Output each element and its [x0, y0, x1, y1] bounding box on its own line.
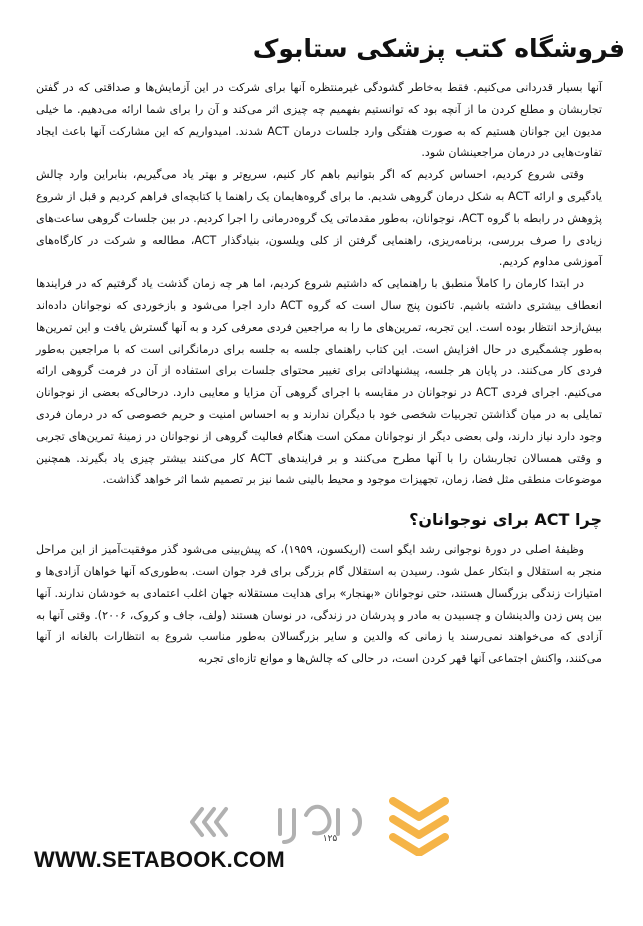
watermark-orange-chevron-icon	[393, 837, 445, 853]
paragraph-1: آنها بسیار قدردانی می‌کنیم. فقط به‌خاطر گشودگی غیرمنتظره آنها برای شرکت در این آزمایش‌ها و صداقتی که در گفتن تجاربشان و مطلع کردن ما از آنچه بود که توانستیم بفهمیم چه چیزی اثر می‌کند و آن را برای شما ارائه می‌دهیم. ما خیلی مدیون این جوانان هستیم که به صورت هفتگی وارد جلسات درمان ACT شدند. امیدواریم که این مشارکت آنها باعث ایجاد تفاوت‌هایی در درمان مراجعینشان شود.	[36, 81, 602, 160]
watermark-brand-stroke	[354, 810, 360, 834]
watermark-orange-chevron-icon	[393, 801, 445, 817]
watermark-tagline-text	[188, 790, 189, 791]
paragraph-2: وقتی شروع کردیم، احساس کردیم که اگر بتوانیم باهم کار کنیم، سریع‌تر و بهتر یاد می‌گیریم، بنابراین وارد چالش یادگیری و ارائه ACT به شکل درمان گروهی شدیم. ما برای گروه‌هایمان یک راهنما یا کتابچه‌ای فراهم کردیم و قبل از شروع پژوهش در رابطه با گروه ACT، نوجوانان، به‌طور مقدماتی یک گروه‌درمانی را اجرا کردیم. در بین جلسات گروهی ساعت‌های زیادی را صرف بررسی، برنامه‌ریزی، راهنمایی گرفتن از کلی ویلسون، بنیادگذار ACT، مطالعه و شرکت در کارگاه‌های آموزشی مداوم کردیم.	[36, 168, 603, 269]
watermark-brand-stroke	[306, 807, 329, 834]
section-heading-why-act: چرا ACT برای نوجوانان؟	[409, 510, 602, 530]
page-number: ۱۲۵	[322, 834, 338, 844]
paragraph-3: در ابتدا کارمان را کاملاً منطبق با راهنمایی که داشتیم شروع کردیم، اما هر چه زمان گذشت یاد گرفتیم که در فرایندها انعطاف بیشتری داشته باشیم. تاکنون پنج سال است که گروه ACT دارد اجرا می‌شود و بازخوردی که نوجوانان داده‌اند بیش‌ازحد انتظار بوده است. این تجربه، تمرین‌های ما را به مراجعین فردی معرفی کرد و به آنها گسترش یافت و این تمرین‌ها به‌طور چشمگیری در حال افزایش است. این کتاب راهنمای جلسه به جلسه برای درمانگرانی است که با مراجعین به‌طور فردی کار می‌کنند. در پایان هر جلسه، پیشنهاداتی برای تغییر محتوای جلسات برای استفاده از آن در فرمت گروهی ارائه می‌کنیم. اجرای فردی ACT در نوجوانان در مقایسه با اجرای گروهی آن مزایا و معایبی دارد. درحالی‌که بعضی از نوجوانان تمایلی به در میان گذاشتن تجربیات شخصی خود با دیگران ندارند و به احساس امنیت و حریم خصوصی که در درمان فردی وجود دارد نیاز دارند، ولی بعضی دیگر از نوجوانان ممکن است هنگام فعالیت گروهی از نوجوانان در زمینهٔ تمرین‌های تجربی و وقتی همسالان تجاربشان را با آنها مطرح می‌کنند و بر فرایندهای ACT کار می‌کنند بیشتر چیزی یاد بگیرند. همچنین موضوعات منطقی مثل فضا، زمان، تجهیزات موجود و محیط بالینی شما نیز بر تصمیم شما اثر خواهد گذاشت.	[36, 277, 603, 487]
watermark-chevron-left-icon	[192, 809, 202, 835]
store-header-title: فروشگاه کتب پزشکی ستابوک	[252, 34, 625, 63]
watermark-chevron-left-icon	[204, 809, 214, 835]
website-url: WWW.SETABOOK.COM	[34, 847, 285, 872]
watermark-orange-chevron-icon	[393, 819, 445, 835]
watermark-brand-stroke	[284, 810, 294, 842]
section-paragraph: وظیفهٔ اصلی در دورهٔ نوجوانی رشد ایگو است (اریکسون، ۱۹۵۹)، که پیش‌بینی می‌شود گذر موفقیت‌آمیز از این مراحل منجر به استقلال و ابتکار عمل شود. رسیدن به استقلال گام بزرگی برای فرد جوان است. به‌طوری‌که آنها خواهان آزادی‌ها و امتیازات زندگی بزرگسال هستند، حتی نوجوانان «بهنجار» برای هدایت مستقلانه جهان اغلب اعتمادی به خودشان ندارند. آنها بین پس زدن والدینشان و چسبیدن به مادر و پدرشان در زندگی، در نوسان هستند (ولف، جاف و کروک، ۲۰۰۶). وقتی آنها به آزادی که می‌خواهند نمی‌رسند یا زمانی که والدین و سایر بزرگسالان به‌طور مناسب شروع به انتظارات بالغانه از آنها می‌کنند، واکنش اجتماعی آنها قهر کردن است، در حالی که چالش‌ها و موانع تازه‌ای تجربه	[36, 543, 603, 666]
watermark-chevron-left-icon	[216, 809, 226, 835]
watermark-brand-text	[188, 790, 189, 791]
main-content	[36, 77, 602, 670]
